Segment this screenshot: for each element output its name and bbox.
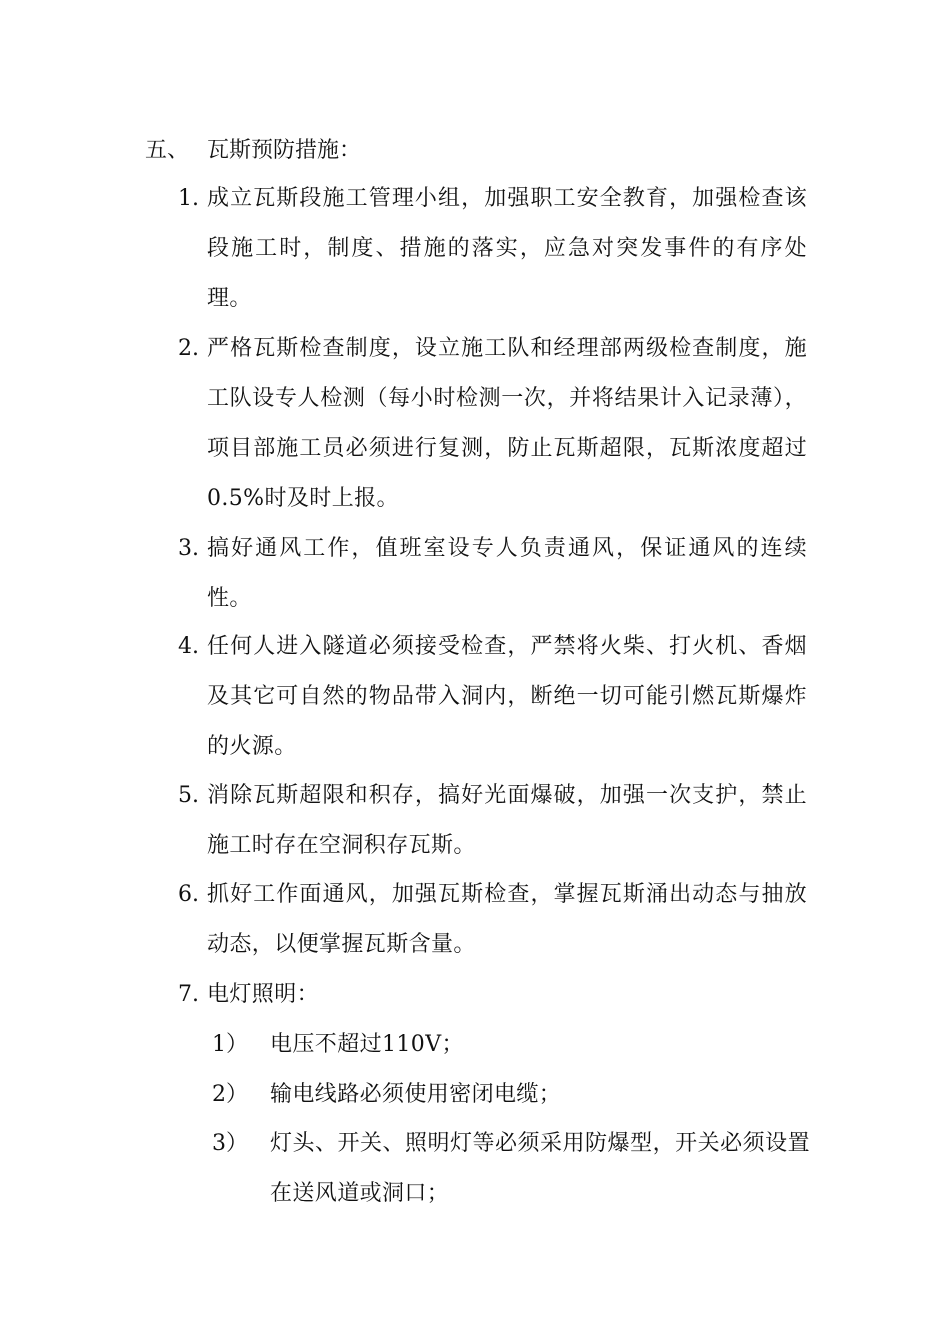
list-item-number: 1. [178,186,199,211]
sub-item-number: 3） [212,1131,248,1156]
sub-item-number: 2） [212,1082,248,1107]
list-item-text: 严格瓦斯检查制度，设立施工队和经理部两级检查制度，施工队设专人检测（每小时检测一次，并将结果计入记录薄），项目部施工员必须进行复测，防止瓦斯超限，瓦斯浓度超过0.5%时及时上报。 [207,336,807,511]
list-item-text: 消除瓦斯超限和积存，搞好光面爆破，加强一次支护，禁止施工时存在空洞积存瓦斯。 [207,783,807,858]
list-item-text: 抓好工作面通风，加强瓦斯检查，掌握瓦斯涌出动态与抽放动态，以便掌握瓦斯含量。 [207,882,807,957]
sub-item-number: 1） [212,1032,248,1057]
list-item-number: 5. [178,783,199,808]
list-item-number: 2. [178,336,199,361]
list-item-text: 成立瓦斯段施工管理小组，加强职工安全教育，加强检查该段施工时，制度、措施的落实，应急对突发事件的有序处理。 [207,186,807,311]
section-number: 五、 [145,138,190,163]
list-item-text: 任何人进入隧道必须接受检查，严禁将火柴、打火机、香烟及其它可自然的物品带入洞内，断绝一切可能引燃瓦斯爆炸的火源。 [207,634,807,759]
list-item-number: 4. [178,634,199,659]
sub-item-text: 输电线路必须使用密闭电缆； [270,1082,562,1107]
section-heading [145,131,361,171]
sub-item-text: 灯头、开关、照明灯等必须采用防爆型，开关必须设置在送风道或洞口； [270,1131,810,1206]
list-item-number: 6. [178,882,199,907]
section-title: 瓦斯预防措施： [207,138,362,163]
list-item-text: 搞好通风工作，值班室设专人负责通风，保证通风的连续性。 [207,536,807,611]
list-item-number: 3. [178,536,199,561]
sub-item-text: 电压不超过110V； [270,1032,464,1057]
list-item-text: 电灯照明： [207,982,320,1007]
list-item-number: 7. [178,982,199,1007]
